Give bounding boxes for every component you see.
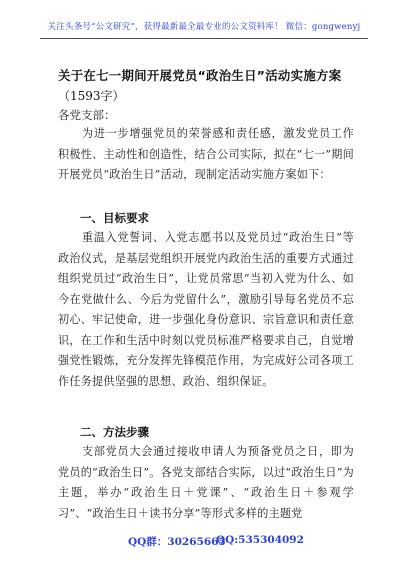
- header-divider: [40, 38, 368, 39]
- word-count: （1593字）: [58, 89, 125, 103]
- footer-qq: QQ:535304092: [216, 534, 304, 546]
- section-body-goals: 重温入党誓词、入党志愿书以及党员过“政治生日”等政治仪式，是基层党组织开展党内政治生活的重要方式通过组织党员过“政治生日”，让党员常思“当初入党为什么、如今在党做什么、今后为党留什么”，激励引导每名党员不忘初心、牢记使命，进一步强化身份意识、宗旨意识和责任意识，在工作和生活中时刻以党员标准严格要求自己，自觉增强党性锻炼，充分发挥先锋模范作用，为完成好公司各项工作任务提供坚强的思想、政治、组织保证。: [58, 231, 354, 388]
- section-body-methods: 支部党员大会通过接收申请人为预备党员之日，即为党员的“政治生日”。各党支部结合实际，以过“政治生日”为主题，举办“政治生日＋党课”、“政治生日＋参观学习”、“政治生日＋读书分享”等形式多样的主题党: [58, 445, 354, 520]
- header-notice: 关注头条号“公文研究”，获得最新最全最专业的公文资料库！ 微信：gongwenyj: [47, 22, 361, 32]
- salutation: 各党支部：: [58, 108, 116, 122]
- footer-qq-group: QQ群：30265665: [128, 536, 226, 548]
- intro-paragraph: 为进一步增强党员的荣誉感和责任感，激发党员工作积极性、主动性和创造性，结合公司实际，拟在“七一”期间开展党员“政治生日”活动，现制定活动实施方案如下：: [58, 127, 354, 181]
- section-heading-methods: 二、方法步骤: [80, 425, 149, 439]
- section-heading-goals: 一、目标要求: [80, 211, 149, 225]
- document-title: 关于在七一期间开展党员“政治生日”活动实施方案: [58, 68, 342, 83]
